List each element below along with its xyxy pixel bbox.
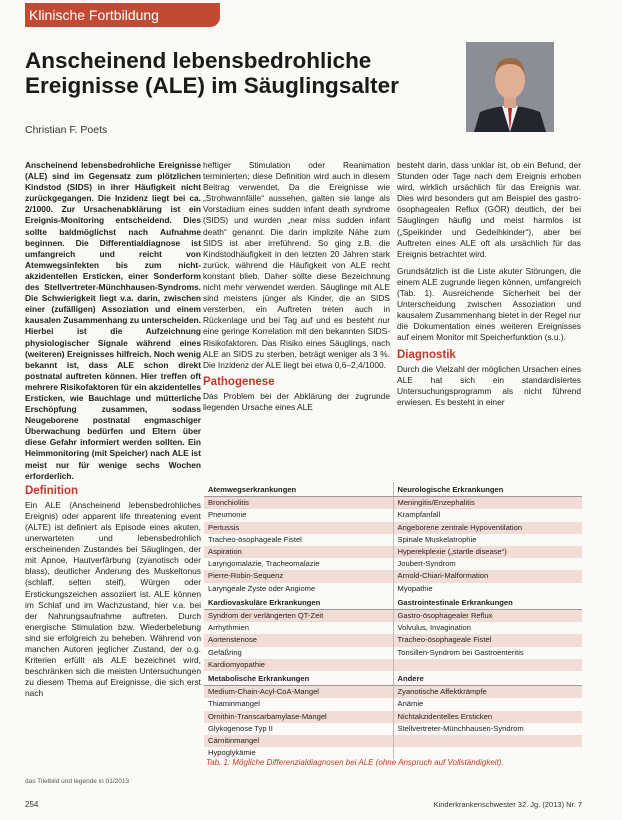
table-section-header xyxy=(204,482,582,497)
cell-right: Gastro-ösophagealer Reflux xyxy=(393,610,582,623)
cell-right: Anämie xyxy=(393,698,582,710)
table-row xyxy=(204,659,582,671)
cell-left: Pneumonie xyxy=(204,509,393,521)
table-row xyxy=(204,509,582,521)
definition-text: Ein ALE (Anscheinend lebensbedrohliches Ereignis) oder apparent life threatening event (ALTE) ist definiert als Episode eines akuten, unerwarteten und lebensbedrohlich erscheinenden Zustandes bei Säuglingen, der mit Apnoe, Hautverfärbung (zyanotisch oder blass), deutlicher Änderung des Muskeltonus (schlaff, selten steif), Würgen oder Erstickungszeichen assoziiert ist. ALE können im Schlaf und im Wachzustand, hier v.a. bei der Nahrungsaufnahme auftreten. Durch energische Stimulation bzw. Wiederbelebung sind sie erfolgreich zu beheben. Während von manchen Autoren jeglicher Zustand, der o.g. Kriterien erfüllt als ALE bezeichnet wird, beschränken sich die meisten Untersuchungen zu diesem Thema auf Ereignisse, die sich erst nach xyxy=(25,499,201,699)
cell-left: Ornithin-Transcarbamylase-Mangel xyxy=(204,711,393,723)
cell-left: Thiaminmangel xyxy=(204,698,393,710)
cell-right: Zyanotische Affektkrämpfe xyxy=(393,686,582,699)
table-row xyxy=(204,583,582,595)
cell-left: Aspiration xyxy=(204,546,393,558)
section-kicker xyxy=(25,3,220,27)
section-heading-left: Metabolische Erkrankungen xyxy=(204,671,393,686)
footnote: das Titelbild und legende in 01/2013 xyxy=(25,778,130,785)
cell-right: Nichtakzidentelles Ersticken xyxy=(393,711,582,723)
column-2 xyxy=(203,160,390,413)
table-row xyxy=(204,711,582,723)
table-row xyxy=(204,610,582,623)
cell-right: Myopathie xyxy=(393,583,582,595)
cell-left: Hypoglykämie xyxy=(204,747,393,759)
table-row xyxy=(204,686,582,699)
diagnostik-text: Durch die Vielzahl der möglichen Ursachen eines ALE hat sich ein standardisiertes Untersuchungsprogramm als nicht führend erwiesen. Es besteht in einer xyxy=(397,363,581,407)
table-row xyxy=(204,522,582,534)
cell-left: Laryngeale Zyste oder Angiome xyxy=(204,583,393,595)
section-heading-right: Neurologische Erkrankungen xyxy=(393,482,582,497)
author-name: Christian F. Poets xyxy=(25,124,108,136)
table-caption: Tab. 1: Mögliche Differenzialdiagnosen bei ALE (ohne Anspruch auf Vollständigkeit). xyxy=(206,758,504,767)
col3-text-2: Grundsätzlich ist die Liste akuter Störungen, die einem ALE zugrunde liegen können, umfangreich (Tab. 1). Ausreichende Sicherheit bei der Unterscheidung zwischen Assoziation und kausalem Zusammenhang bietet in der Regel nur die Dokumentation eines weiteren Ereignisses auf einem Monitor mit Speicherfunktion (s.u.). xyxy=(397,265,581,343)
table-row xyxy=(204,647,582,659)
table-row xyxy=(204,497,582,510)
section-heading-right: Gastrointestinale Erkrankungen xyxy=(393,595,582,610)
table-section-header xyxy=(204,671,582,686)
cell-right: Hyperekplexie („startle disease“) xyxy=(393,546,582,558)
column-3 xyxy=(397,160,581,408)
table-row xyxy=(204,735,582,747)
cell-left: Carnitinmangel xyxy=(204,735,393,747)
section-heading-left: Kardiovaskuläre Erkrankungen xyxy=(204,595,393,610)
table-row xyxy=(204,534,582,546)
page-number: 254 xyxy=(25,800,39,809)
abstract: Anscheinend lebensbedrohliche Ereignisse (ALE) sind im Gegensatz zum plötzlichen Kindstod (SIDS) in ihrer Häufigkeit nicht zurückgegangen. Die Inzidenz liegt bei ca. 2/1000. Zur Ursachenabklärung ist ein Ereignis-Monitoring entscheidend. Dies sollte baldmöglichst nach Aufnahme beginnen. Die Differentialdiagnose ist umfangreich und reicht von Atemwegsinfekten bis zum nicht-akzidentellen Ersticken, einer Sonderform des Stellvertreter-Münchhausen-Syndroms. Die Schwierigkeit liegt v.a. darin, zwischen einer (zufälligen) Assoziation und einem kausalen Zusammenhang zu unterscheiden. Hierbei ist die Aufzeichnung physiologischer Signale während eines (weiteren) Ereignisses hilfreich. Noch wenig bekannt ist, dass ALE schon direkt postnatal auftreten können. Hier treffen oft mehrere Risikofaktoren für ein akzidentelles Ersticken, wie Bauchlage und mütterliche Erschöpfung zusammen, sodass Neugeborene postnatal engmaschiger Überwachung bedürfen und Eltern über diese Gefahr informiert werden sollten. Ein Heimmonitoring (mit Speicher) nach ALE ist meist nur für wenige sechs Wochen erforderlich. xyxy=(25,160,201,481)
cell-right: Stellvertreter-Münchhausen-Syndrom xyxy=(393,723,582,735)
cell-left: Kardiomyopathie xyxy=(204,659,393,671)
cell-left: Pertussis xyxy=(204,522,393,534)
title-line-2: Ereignisse (ALE) im Säuglingsalter xyxy=(25,73,399,98)
table-section-header xyxy=(204,595,582,610)
section-heading-left: Atemwegserkrankungen xyxy=(204,482,393,497)
table-row xyxy=(204,622,582,634)
differential-table xyxy=(204,482,582,759)
heading-definition: Definition xyxy=(25,484,79,497)
cell-right: Meningitis/Enzephalitis xyxy=(393,497,582,510)
title-line-1: Anscheinend lebensbedrohliche xyxy=(25,48,372,73)
cell-left: Syndrom der verlängerten QT-Zeit xyxy=(204,610,393,623)
table-row xyxy=(204,546,582,558)
cell-left: Laryngomalazie, Tracheomalazie xyxy=(204,558,393,570)
cell-left: Pierre-Robin-Sequenz xyxy=(204,570,393,582)
cell-right: Krampfanfall xyxy=(393,509,582,521)
cell-left: Medium-Chain-Acyl-CoA-Mangel xyxy=(204,686,393,699)
cell-right xyxy=(393,735,582,747)
table-row xyxy=(204,698,582,710)
cell-right: Tracheo-ösophageale Fistel xyxy=(393,634,582,646)
column-1 xyxy=(25,160,201,700)
cell-right: Tonsillen-Syndrom bei Gastroenteritis xyxy=(393,647,582,659)
article-title xyxy=(25,48,465,98)
cell-right: Arnold-Chiari-Malformation xyxy=(393,570,582,582)
author-photo xyxy=(466,42,554,132)
cell-left: Gefäßring xyxy=(204,647,393,659)
cell-right: Volvulus, Invagination xyxy=(393,622,582,634)
cell-right: Spinale Muskelatrophie xyxy=(393,534,582,546)
cell-left: Glykogenose Typ II xyxy=(204,723,393,735)
heading-pathogenese: Pathogenese xyxy=(203,375,275,388)
cell-right xyxy=(393,659,582,671)
kicker-text: Klinische Fortbildung xyxy=(29,7,159,23)
heading-diagnostik: Diagnostik xyxy=(397,348,456,361)
table-row xyxy=(204,723,582,735)
section-heading-right: Andere xyxy=(393,671,582,686)
table-row xyxy=(204,634,582,646)
cell-right: Joubert-Syndrom xyxy=(393,558,582,570)
col2-text: heftiger Stimulation oder Reanimation terminierten; diese Definition wird auch in diesem Beitrag verwendet. Da die Ereignisse wie „Strohwannfälle“ aussehen, galten sie lange als Vorstadium eines sudden infant death syndrome (SIDS) und wurden „near miss sudden infant death“ genannt. Die darin implizite Nähe zum SIDS ist aber irreführend. So ging z.B. die Kindstodhäufigkeit in den letzten 20 Jahren stark zurück, während die Häufigkeit von ALE recht konstant blieb. Daher sollte diese Bezeichnung nicht mehr verwendet werden. Säuglinge mit ALE sind meistens jünger als Kinder, die an SIDS versterben, ein Auftreten treten auch in Rückenlage und bei Tag auf und es besteht nur eine geringe Korrelation mit den bekannten SIDS-Risikofaktoren. Das Risiko eines Säuglings, nach ALE an SIDS zu sterben, beträgt weniger als 3 %. Die Inzidenz der ALE liegt bei etwa 0,6–2,4/1000. xyxy=(203,160,390,370)
cell-left: Arrhythmien xyxy=(204,622,393,634)
table-row xyxy=(204,558,582,570)
cell-left: Aortenstenose xyxy=(204,634,393,646)
table-row xyxy=(204,570,582,582)
cell-left: Tracheo-ösophageale Fistel xyxy=(204,534,393,546)
col3-text: besteht darin, dass unklar ist, ob ein Befund, der Stunden oder Tage nach dem Ereignis erhoben wird, wirklich ursächlich für das Ereignis war. Dies wird besonders gut am Beispiel des gastro-ösophagealen Reflux (GÖR) deutlich, der bei Säuglingen häufig und meist harmlos ist („Speikinder und Gedeihkinder“), aber bei Auftreten eines ALE oft als ursächlich für das Ereignis betrachtet wird. xyxy=(397,160,581,259)
journal-name: Kinderkrankenschwester 32. Jg. (2013) Nr. 7 xyxy=(433,800,582,809)
cell-left: Bronchiolitis xyxy=(204,497,393,510)
pathogenese-text: Das Problem bei der Abklärung der zugrunde liegenden Ursache eines ALE xyxy=(203,390,390,412)
cell-right: Angeborene zentrale Hypoventilation xyxy=(393,522,582,534)
